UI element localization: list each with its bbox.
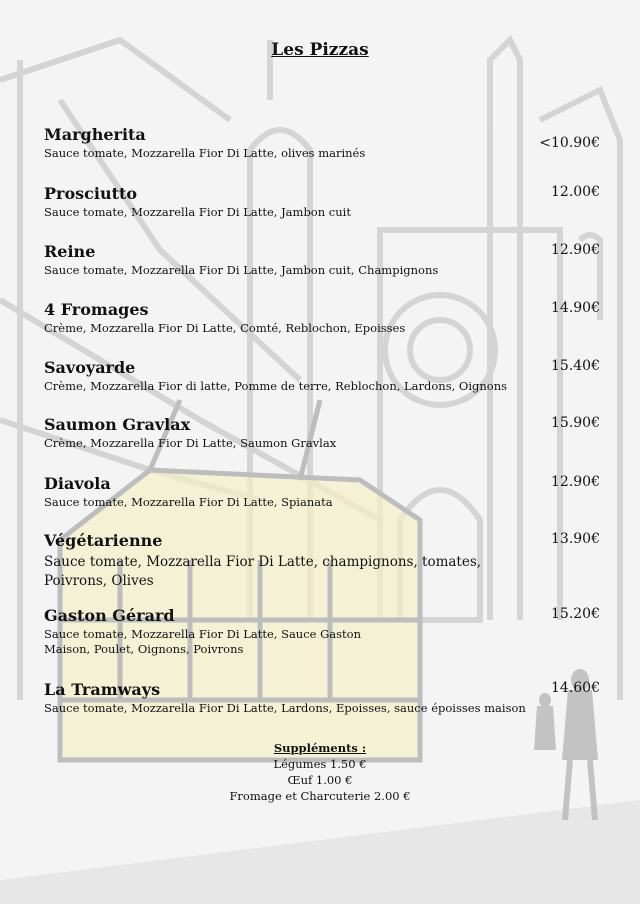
- pizza-name: 4 Fromages: [44, 300, 149, 319]
- pizza-description: Sauce tomate, Mozzarella Fior Di Latte, Jambon cuit: [44, 205, 351, 219]
- page-title: Les Pizzas: [271, 40, 369, 60]
- pizza-description: Crème, Mozzarella Fior Di Latte, Comté, Reblochon, Epoisses: [44, 321, 406, 335]
- pizza-description: Crème, Mozzarella Fior Di Latte, Saumon Gravlax: [44, 436, 337, 450]
- pizza-description: Sauce tomate, Mozzarella Fior Di Latte, olives marinés: [44, 146, 366, 160]
- pizza-description: Sauce tomate, Mozzarella Fior Di Latte, Jambon cuit, Champignons: [44, 263, 439, 277]
- pizza-price: 12.00€: [551, 184, 600, 200]
- pizza-name: Diavola: [44, 474, 111, 493]
- pizza-description-line-2: Maison, Poulet, Oignons, Poivrons: [44, 642, 244, 656]
- pizza-item-la-tramways: [44, 680, 600, 716]
- pizza-name: Reine: [44, 242, 96, 261]
- pizza-description-line-1: Sauce tomate, Mozzarella Fior Di Latte, champignons, tomates,: [44, 554, 482, 570]
- pizza-price: 14.60€: [551, 680, 600, 696]
- pizza-name: La Tramways: [44, 680, 161, 699]
- pizza-item-prosciutto: [44, 184, 600, 220]
- pizza-description: Sauce tomate, Mozzarella Fior Di Latte, Lardons, Epoisses, sauce époisses maison: [44, 701, 526, 715]
- pizza-price: 14.90€: [551, 300, 600, 316]
- supplements-section: [0, 740, 640, 804]
- pizza-price: 12.90€: [551, 242, 600, 258]
- pizza-item-reine: [44, 242, 600, 278]
- supplement-line: Fromage et Charcuterie 2.00 €: [229, 789, 411, 803]
- pizza-description-line-1: Sauce tomate, Mozzarella Fior Di Latte, Sauce Gaston: [44, 627, 362, 641]
- supplements-title: Suppléments :: [273, 741, 367, 755]
- pizza-price: 15.90€: [551, 415, 600, 431]
- pizza-name: Saumon Gravlax: [44, 415, 191, 434]
- pizza-item-savoyarde: [44, 358, 600, 394]
- pizza-price: 15.20€: [551, 606, 600, 622]
- pizza-price: 15.40€: [551, 358, 600, 374]
- pizza-description: Crème, Mozzarella Fior di latte, Pomme de terre, Reblochon, Lardons, Oignons: [44, 379, 508, 393]
- pizza-name: Végétarienne: [44, 531, 163, 550]
- supplement-line: Œuf 1.00 €: [287, 773, 353, 787]
- pizza-item-vegetarienne: [44, 531, 600, 591]
- pizza-name: Margherita: [44, 125, 146, 144]
- supplement-line: Légumes 1.50 €: [273, 757, 367, 771]
- pizza-name: Gaston Gérard: [44, 606, 175, 625]
- pizza-item-diavola: [44, 474, 600, 510]
- pizza-name: Prosciutto: [44, 184, 138, 203]
- pizza-description-line-2: Poivrons, Olives: [44, 573, 154, 589]
- pizza-name: Savoyarde: [44, 358, 136, 377]
- pizza-item-gaston-gerard: [44, 606, 600, 657]
- pizza-price: 13.90€: [551, 531, 600, 547]
- pizza-item-saumon-gravlax: [44, 415, 600, 451]
- pizza-price: 12.90€: [551, 474, 600, 490]
- pizza-description: Sauce tomate, Mozzarella Fior Di Latte, Spianata: [44, 495, 333, 509]
- pizza-item-margherita: [44, 125, 600, 161]
- pizza-item-4-fromages: [44, 300, 600, 336]
- pizza-price: <10.90€: [539, 135, 600, 151]
